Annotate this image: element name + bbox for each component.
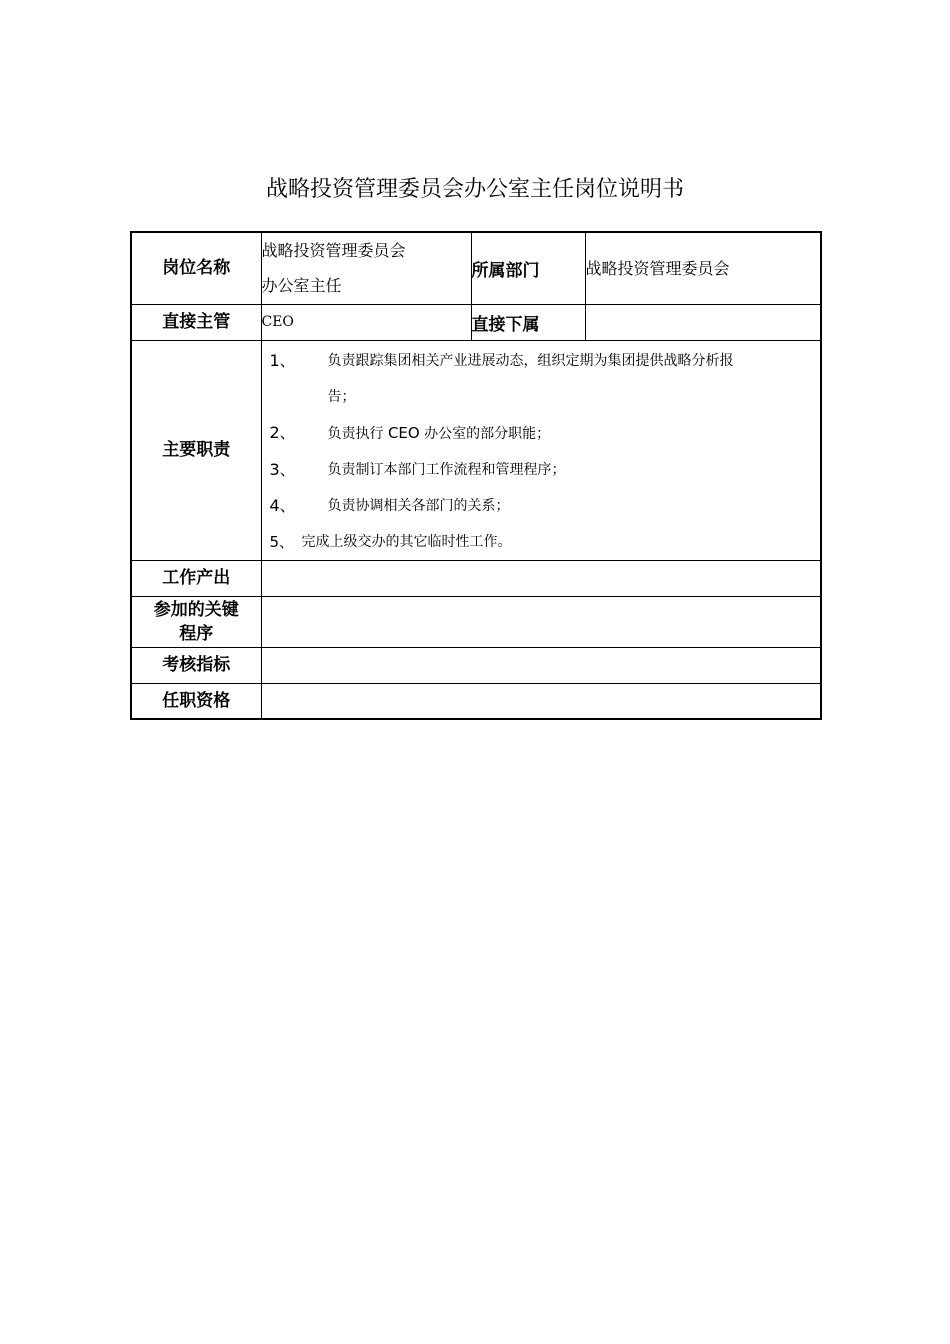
duty-item-4 xyxy=(270,488,813,524)
duty-number: 1、 xyxy=(269,350,296,370)
position-name-value xyxy=(261,232,471,304)
row-position xyxy=(131,232,821,304)
row-kpi xyxy=(131,647,821,683)
department-value: 战略投资管理委员会 xyxy=(585,232,821,304)
kpi-label: 考核指标 xyxy=(131,647,261,683)
subordinate-label: 直接下属 xyxy=(471,304,585,340)
output-value xyxy=(261,560,821,596)
position-name-label: 岗位名称 xyxy=(131,232,261,304)
key-process-label-line-2: 程序 xyxy=(179,623,214,644)
key-process-label-line-1: 参加的关键 xyxy=(153,599,239,620)
row-qualification xyxy=(131,683,821,719)
department-label: 所属部门 xyxy=(471,232,585,304)
job-description-table xyxy=(130,231,822,720)
output-label: 工作产出 xyxy=(131,560,261,596)
duty-text-latin: CEO xyxy=(387,423,420,442)
qualification-label: 任职资格 xyxy=(131,683,261,719)
duty-number: 5、 xyxy=(269,532,295,551)
duty-number: 4、 xyxy=(269,495,296,515)
subordinate-value xyxy=(585,304,821,340)
duties-cell xyxy=(261,340,821,560)
duty-text: 负责跟踪集团相关产业进展动态，组织定期为集团提供战略分析报 xyxy=(327,352,734,369)
position-name-line-1: 战略投资管理委员会 xyxy=(261,241,406,261)
duty-item-3 xyxy=(270,452,813,488)
duty-text: 完成上级交办的其它临时性工作。 xyxy=(301,533,512,550)
row-supervisor xyxy=(131,304,821,340)
document-title: 战略投资管理委员会办公室主任岗位说明书 xyxy=(265,177,684,202)
row-key-process xyxy=(131,596,821,647)
duty-number: 2、 xyxy=(269,422,296,442)
duty-item-1 xyxy=(270,343,813,415)
key-process-value xyxy=(261,596,821,647)
duties-list xyxy=(262,341,821,560)
qualification-value xyxy=(261,683,821,719)
duty-text-pre: 负责执行 xyxy=(327,425,388,442)
duty-number: 3、 xyxy=(269,459,296,479)
duty-text: 负责制订本部门工作流程和管理程序； xyxy=(327,461,566,478)
duty-text-post: 办公室的部分职能； xyxy=(419,425,551,442)
row-output xyxy=(131,560,821,596)
duties-label: 主要职责 xyxy=(131,340,261,560)
key-process-label xyxy=(131,596,261,647)
duty-item-2 xyxy=(270,415,813,452)
position-name-line-2: 办公室主任 xyxy=(261,276,342,296)
duty-text-continued: 告； xyxy=(327,388,356,405)
duty-item-5 xyxy=(270,524,813,560)
supervisor-label: 直接主管 xyxy=(131,304,261,340)
supervisor-value: CEO xyxy=(261,304,471,340)
row-duties xyxy=(131,340,821,560)
kpi-value xyxy=(261,647,821,683)
duty-text: 负责协调相关各部门的关系； xyxy=(327,497,510,514)
